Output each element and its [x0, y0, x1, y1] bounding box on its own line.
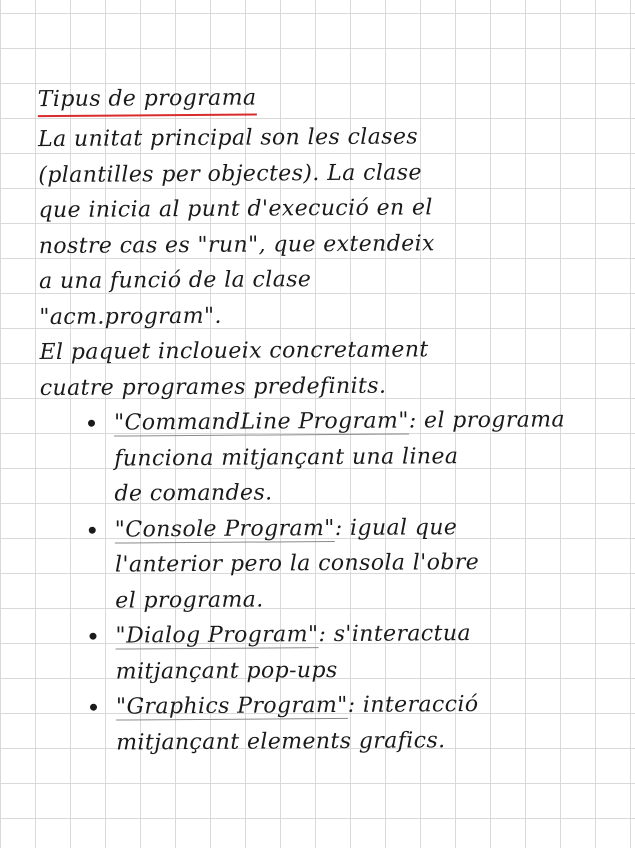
program-desc-line: de comandes. — [114, 480, 273, 507]
program-name: "Console Program" — [114, 515, 335, 543]
paragraph-intro: La unitat principal son les clases (plantilles per objectes). La clase que inicia al punt d'execució en el nostre cas es "run", que extendeix a una funció de la clase "acm.program". — [37, 124, 435, 330]
program-list — [40, 402, 632, 761]
program-desc: : s'interactua — [318, 621, 472, 648]
paragraph-programs: El paquet incloueix concretament cuatre programes predefinits. — [39, 337, 429, 401]
list-item — [90, 686, 632, 761]
program-desc-line: funciona mitjançant una linea — [114, 443, 459, 472]
list-item — [88, 402, 631, 512]
program-desc-line: mitjançant elements grafics. — [116, 727, 446, 756]
program-desc: : el programa — [408, 407, 566, 434]
program-desc-line: mitjançant pop-ups — [115, 657, 338, 685]
list-item — [89, 508, 632, 618]
handwritten-note — [38, 78, 633, 761]
program-name: "Dialog Program" — [115, 622, 319, 649]
program-name: "Graphics Program" — [115, 692, 348, 720]
program-desc: : interacció — [347, 692, 479, 718]
list-item — [89, 615, 631, 690]
program-desc: : igual que — [334, 514, 458, 541]
program-desc-line: el programa. — [115, 587, 264, 614]
program-name: "CommandLine Program" — [113, 408, 409, 436]
note-title: Tipus de programa — [38, 84, 257, 118]
program-desc-line: l'anterior pero la consola l'obre — [114, 549, 480, 578]
